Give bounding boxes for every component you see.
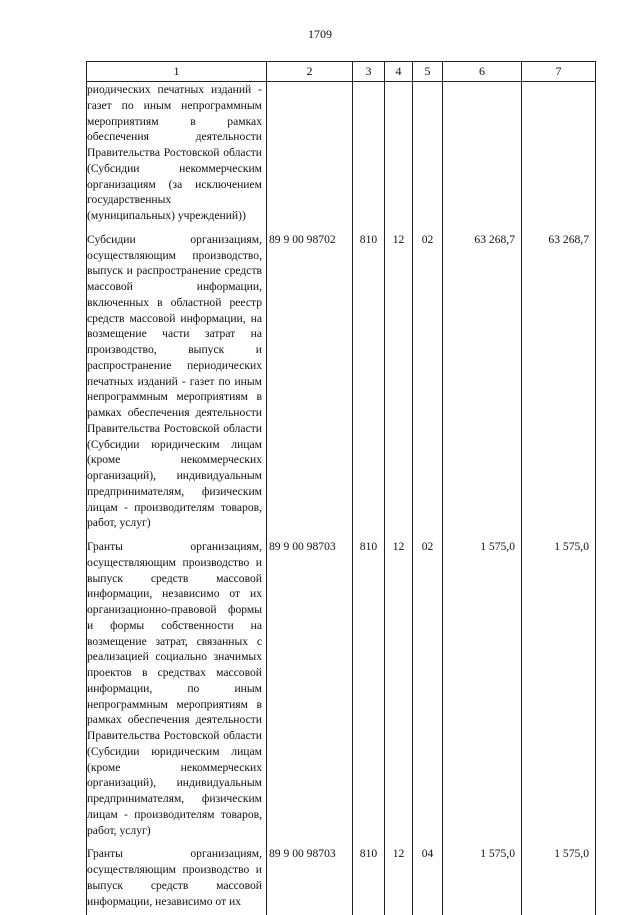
row-section: 12 (385, 844, 413, 915)
table-row (87, 82, 596, 230)
table-row (87, 844, 596, 915)
header-col-4: 4 (385, 62, 413, 82)
header-col-6: 6 (443, 62, 522, 82)
row-expense-type: 810 (353, 230, 385, 537)
row-expense-type: 810 (353, 537, 385, 844)
row-target-code: 89 9 00 98703 (267, 537, 353, 844)
table-row (87, 230, 596, 537)
row-amount-1: 63 268,7 (443, 230, 522, 537)
row-description: Субсидии организациям, осуществляющим производство, выпуск и распространение средств массовой информации, включенных в областной реестр средств массовой информации, на возмещение части затрат на производство, выпуск и распространение периодических печатных изданий - газет по иным непрограммным мероприятиям в рамках обеспечения деятельности Правительства Ростовской области (Субсидии юридическим лицам (кроме некоммерческих организаций), индивидуальным предпринимателям, физическим лицам - производителям товаров, работ, услуг) (87, 230, 267, 537)
header-col-3: 3 (353, 62, 385, 82)
row-section: 12 (385, 537, 413, 844)
row-section: 12 (385, 230, 413, 537)
row-amount-1: 1 575,0 (443, 844, 522, 915)
page-number: 1709 (308, 27, 332, 41)
row-description: Гранты организациям, осуществляющим производство и выпуск средств массовой информации, независимо от их организационно-правовой формы и формы собственности на возмещение затрат, связанных с реализацией социально значимых проектов в средствах массовой информации, по иным непрограммным мероприятиям в рамках обеспечения деятельности Правительства Ростовской области (Субсидии юридическим лицам (кроме некоммерческих организаций), индивидуальным предпринимателям, физическим лицам - производителям товаров, работ, услуг) (87, 537, 267, 844)
row-expense-type (353, 82, 385, 230)
row-amount-2: 1 575,0 (522, 537, 596, 844)
row-section (385, 82, 413, 230)
budget-table (86, 61, 596, 915)
row-amount-1 (443, 82, 522, 230)
row-subsection (413, 82, 443, 230)
row-subsection: 04 (413, 844, 443, 915)
table-row (87, 537, 596, 844)
row-target-code: 89 9 00 98702 (267, 230, 353, 537)
header-col-5: 5 (413, 62, 443, 82)
header-row (87, 62, 596, 82)
row-amount-2 (522, 82, 596, 230)
header-col-7: 7 (522, 62, 596, 82)
row-subsection: 02 (413, 537, 443, 844)
row-description: Гранты организациям, осуществляющим производство и выпуск средств массовой информации, независимо от их (87, 844, 267, 915)
row-amount-2: 63 268,7 (522, 230, 596, 537)
row-target-code: 89 9 00 98703 (267, 844, 353, 915)
row-amount-2: 1 575,0 (522, 844, 596, 915)
header-col-2: 2 (267, 62, 353, 82)
row-description: риодических печатных изданий - газет по иным непрограммным мероприятиям в рамках обеспечения деятельности Правительства Ростовской области (Субсидии некоммерческим организациям (за исключением государственных (муниципальных) учреждений)) (87, 82, 267, 230)
row-amount-1: 1 575,0 (443, 537, 522, 844)
row-target-code (267, 82, 353, 230)
header-col-1: 1 (87, 62, 267, 82)
row-expense-type: 810 (353, 844, 385, 915)
row-subsection: 02 (413, 230, 443, 537)
